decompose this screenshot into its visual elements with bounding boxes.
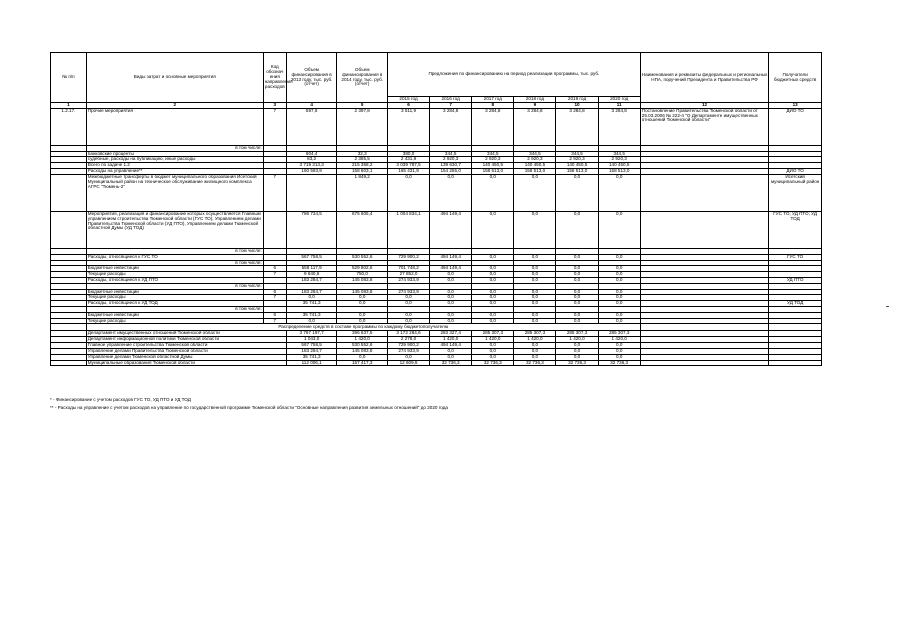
row-value: 0,0 bbox=[337, 295, 388, 301]
row-value: 0,0 bbox=[472, 277, 514, 283]
distribution-name: Муниципальные образования Тюменской области bbox=[86, 360, 286, 366]
row-value: 0,0 bbox=[472, 266, 514, 272]
row-value: 0,0 bbox=[514, 174, 556, 211]
distribution-value: 32 736,3 bbox=[472, 360, 514, 366]
column-number: 2 bbox=[86, 103, 263, 109]
row-code: 7 bbox=[263, 272, 286, 278]
column-number: 5 bbox=[337, 103, 388, 109]
row-number: 1.2.17. bbox=[51, 108, 87, 145]
distribution-value: 0,0 bbox=[514, 354, 556, 360]
row-value: 0,0 bbox=[598, 254, 640, 260]
row-value: 0,0 bbox=[514, 211, 556, 248]
row-value: 344,5 bbox=[472, 151, 514, 157]
row-value: 701 748,2 bbox=[387, 266, 429, 272]
distribution-value: 1 420,0 bbox=[514, 337, 556, 343]
row-value: 158 513,0 bbox=[556, 169, 598, 175]
header-2014: Объем финансирования в 2014 году, тыс. руб. (отчет) bbox=[337, 53, 388, 103]
row-value: 750,0 bbox=[337, 272, 388, 278]
distribution-value: 283 327,4 bbox=[430, 331, 472, 337]
distribution-value: 112 006,1 bbox=[286, 360, 337, 366]
row-value: 380,0 bbox=[387, 151, 429, 157]
column-number: 10 bbox=[556, 103, 598, 109]
row-code: 7 bbox=[263, 295, 286, 301]
row-name: Расходы, относящиеся к УД ТОД bbox=[86, 301, 263, 307]
row-name: Текущие расходы bbox=[86, 318, 263, 324]
header-year: 2016 год bbox=[430, 97, 472, 103]
row-value: 0,0 bbox=[430, 289, 472, 295]
row-value: 0,0 bbox=[598, 174, 640, 211]
row-value: 2 920,3 bbox=[514, 157, 556, 163]
distribution-value: 285 307,3 bbox=[472, 331, 514, 337]
distribution-value: 494 149,4 bbox=[430, 343, 472, 349]
distribution-value: 0,0 bbox=[556, 348, 598, 354]
row-code bbox=[263, 211, 286, 248]
distribution-value: 32 736,3 bbox=[514, 360, 556, 366]
column-number: 3 bbox=[263, 103, 286, 109]
distribution-name: Департамент имущественных отношений Тюменской области bbox=[86, 331, 286, 337]
row-value: 274 933,9 bbox=[387, 277, 429, 283]
row-value: 0,0 bbox=[472, 272, 514, 278]
row-value: 3 039 787,5 bbox=[387, 163, 429, 169]
row-value: 3 284,8 bbox=[430, 108, 472, 145]
distribution-name: Управление делами Тюменской областной Думы bbox=[86, 354, 286, 360]
row-code: 7 bbox=[263, 318, 286, 324]
distribution-value: 12 609,6 bbox=[387, 360, 429, 366]
row-value: 604,4 bbox=[286, 151, 337, 157]
row-value: 0,0 bbox=[556, 266, 598, 272]
row-name: Текущие расходы bbox=[86, 295, 263, 301]
row-value: 0,0 bbox=[430, 318, 472, 324]
header-year: 2019 год bbox=[556, 97, 598, 103]
row-value: 558 117,9 bbox=[286, 266, 337, 272]
column-number: 7 bbox=[430, 103, 472, 109]
row-value: 0,0 bbox=[514, 318, 556, 324]
distribution-value: 0,0 bbox=[514, 343, 556, 349]
distribution-value: 145 083,8 bbox=[337, 348, 388, 354]
row-name: Текущие расходы bbox=[86, 272, 263, 278]
row-name: Бюджетные инвестиции bbox=[86, 312, 263, 318]
row-value: 1 849,2 bbox=[337, 174, 388, 211]
row-value: 158 513,0 bbox=[472, 169, 514, 175]
row-value: 0,0 bbox=[430, 312, 472, 318]
row-value: 215 358,2 bbox=[337, 163, 388, 169]
row-name: в том числе: bbox=[86, 145, 263, 151]
row-value: 2 920,3 bbox=[430, 157, 472, 163]
row-value: 0,0 bbox=[430, 272, 472, 278]
row-value: 35 741,3 bbox=[286, 312, 337, 318]
financing-table bbox=[50, 52, 822, 366]
row-value: 0,0 bbox=[598, 312, 640, 318]
distribution-value: 32 736,3 bbox=[556, 360, 598, 366]
row-value: 0,0 bbox=[556, 277, 598, 283]
column-number: 12 bbox=[640, 103, 768, 109]
row-value: 2 365,5 bbox=[337, 157, 388, 163]
row-name: Бюджетные инвестиции bbox=[86, 266, 263, 272]
row-value: 3 511,9 bbox=[387, 108, 429, 145]
row-value: 0,0 bbox=[514, 301, 556, 307]
row-recipient: ГУС ТО bbox=[769, 254, 822, 260]
row-value: 494 149,4 bbox=[430, 211, 472, 248]
row-value: 729 900,2 bbox=[387, 254, 429, 260]
distribution-value: 3 767 197,7 bbox=[286, 331, 337, 337]
distribution-value: 285 307,3 bbox=[514, 331, 556, 337]
row-name: в том числе: bbox=[86, 248, 263, 254]
row-value: 140 450,5 bbox=[472, 163, 514, 169]
distribution-value: 285 307,3 bbox=[598, 331, 640, 337]
distribution-value: 35 741,3 bbox=[286, 354, 337, 360]
row-value: 0,0 bbox=[556, 272, 598, 278]
distribution-value: 183 284,7 bbox=[286, 348, 337, 354]
distribution-value: 0,0 bbox=[430, 354, 472, 360]
row-name: Прочие мероприятия bbox=[86, 108, 263, 145]
column-number: 9 bbox=[514, 103, 556, 109]
row-spacer bbox=[769, 360, 822, 366]
row-value: 0,0 bbox=[598, 272, 640, 278]
row-value: 2 920,3 bbox=[598, 157, 640, 163]
row-value: 35 741,3 bbox=[286, 301, 337, 307]
header-year: 2017 год bbox=[472, 97, 514, 103]
row-value: 0,0 bbox=[514, 272, 556, 278]
row-value: 2 397,8 bbox=[337, 108, 388, 145]
row-spacer bbox=[640, 324, 768, 331]
row-value: 0,0 bbox=[337, 312, 388, 318]
row-value: 0,0 bbox=[337, 318, 388, 324]
column-number: 4 bbox=[286, 103, 337, 109]
distribution-value: 32 736,3 bbox=[598, 360, 640, 366]
row-name: в том числе: bbox=[86, 260, 263, 266]
row-value: 0,0 bbox=[387, 318, 429, 324]
row-npa bbox=[640, 174, 768, 211]
row-value: 0,0 bbox=[598, 266, 640, 272]
distribution-value: 0,0 bbox=[430, 348, 472, 354]
row-value: 27 852,0 bbox=[387, 272, 429, 278]
row-value: 494 149,4 bbox=[430, 266, 472, 272]
distribution-value: 1 420,0 bbox=[472, 337, 514, 343]
row-value: 274 933,9 bbox=[387, 289, 429, 295]
distribution-value: 0,0 bbox=[598, 354, 640, 360]
column-number: 11 bbox=[598, 103, 640, 109]
header-num: № п/п bbox=[51, 53, 87, 103]
row-value: 0,0 bbox=[430, 174, 472, 211]
row-value: 165 431,9 bbox=[387, 169, 429, 175]
header-code: Код обознач ения направления расходов bbox=[263, 53, 286, 103]
footnotes bbox=[50, 396, 448, 412]
distribution-value: 0,0 bbox=[556, 354, 598, 360]
row-value: 0,0 bbox=[472, 174, 514, 211]
row-number bbox=[51, 211, 87, 248]
row-value: 0,0 bbox=[556, 312, 598, 318]
distribution-value: 729 900,2 bbox=[387, 343, 429, 349]
row-spacer bbox=[51, 324, 87, 331]
distribution-name: Главное управление строительства Тюменской области bbox=[86, 343, 286, 349]
row-value: 597,6 bbox=[286, 108, 337, 145]
row-spacer bbox=[640, 360, 768, 366]
row-value: 0,0 bbox=[556, 289, 598, 295]
column-number: 1 bbox=[51, 103, 87, 109]
distribution-value: 0,0 bbox=[337, 354, 388, 360]
row-value: 140 450,5 bbox=[514, 163, 556, 169]
row-recipient: ДИО ТО bbox=[769, 169, 822, 175]
row-value: 0,0 bbox=[337, 301, 388, 307]
distribution-value: 1 420,0 bbox=[598, 337, 640, 343]
row-value: 0,0 bbox=[598, 289, 640, 295]
row-value: 32,3 bbox=[337, 151, 388, 157]
row-code: 7 bbox=[263, 174, 286, 211]
row-value: 530 552,6 bbox=[337, 254, 388, 260]
footnote: ** - Расходы на управление с учетом расходов на управление по государственной программе Тюменской области "Основные направления развития земельных отношений" до 2020 года bbox=[50, 405, 448, 410]
row-value: 2 920,3 bbox=[556, 157, 598, 163]
row-recipient: ГУС ТО; УД ПТО; УД ТОД bbox=[769, 211, 822, 248]
row-value: 158 513,0 bbox=[598, 169, 640, 175]
distribution-value: 0,0 bbox=[598, 348, 640, 354]
header-proposals: Предложения по финансированию на период реализации программы, тыс. руб. bbox=[387, 53, 640, 97]
row-value: 158 603,1 bbox=[337, 169, 388, 175]
header-2013: Объем финансирования в 2013 году, тыс. руб. (отчет) bbox=[286, 53, 337, 103]
row-value: 158 513,0 bbox=[514, 169, 556, 175]
row-value: 0,0 bbox=[472, 295, 514, 301]
row-value: 0,0 bbox=[286, 318, 337, 324]
row-code: 6 bbox=[263, 312, 286, 318]
row-value: 0,0 bbox=[556, 211, 598, 248]
row-value: 0,0 bbox=[556, 301, 598, 307]
distribution-value: 1 420,0 bbox=[337, 337, 388, 343]
row-name: Всего по задаче 1.2 bbox=[86, 163, 263, 169]
row-value: 0,0 bbox=[387, 295, 429, 301]
row-value: 675 605,4 bbox=[337, 211, 388, 248]
header-npa: Наименования и реквизиты федеральных и региональных НПА, поручений Президента и Правительства РФ bbox=[640, 53, 768, 103]
row-value: 0,0 bbox=[556, 295, 598, 301]
header-name: Виды затрат и основные мероприятия bbox=[86, 53, 263, 103]
distribution-value: 0,0 bbox=[556, 343, 598, 349]
distribution-value: 1 420,0 bbox=[556, 337, 598, 343]
row-value: 140 450,5 bbox=[556, 163, 598, 169]
row-value: 0,0 bbox=[514, 254, 556, 260]
row-recipient: ДИО ТО bbox=[769, 108, 822, 145]
distribution-value: 32 736,3 bbox=[430, 360, 472, 366]
distribution-value: 1 420,0 bbox=[430, 337, 472, 343]
row-value: 344,5 bbox=[598, 151, 640, 157]
distribution-value: 3 172 284,6 bbox=[387, 331, 429, 337]
row-value: 0,0 bbox=[472, 211, 514, 248]
row-value: 145 083,8 bbox=[337, 289, 388, 295]
row-recipient: УД ТОД bbox=[769, 301, 822, 307]
distribution-value: 530 552,6 bbox=[337, 343, 388, 349]
row-value: 0,0 bbox=[514, 266, 556, 272]
row-name: Мероприятия, реализация и финансирование которых осуществляется Главным управлением строительства Тюменской области (ГУС ТО), Управлением делами Правительства Тюменской области (УД ПТО), Управлением делами Тюменской областной Думы (УД ТОД) bbox=[86, 211, 263, 248]
row-recipient: УД ПТО bbox=[769, 277, 822, 283]
table-row bbox=[51, 211, 822, 248]
distribution-value: 285 307,3 bbox=[556, 331, 598, 337]
row-value: 0,0 bbox=[472, 289, 514, 295]
row-value: 0,0 bbox=[556, 254, 598, 260]
row-spacer bbox=[769, 324, 822, 331]
row-name: в том числе: bbox=[86, 307, 263, 313]
table-row bbox=[51, 174, 822, 211]
row-value: 1 004 834,1 bbox=[387, 211, 429, 248]
row-value: 183 284,7 bbox=[286, 277, 337, 283]
distribution-value: 0,0 bbox=[514, 348, 556, 354]
distribution-value: 2 278,0 bbox=[387, 337, 429, 343]
row-value: 0,0 bbox=[472, 301, 514, 307]
row-value: 0,0 bbox=[472, 254, 514, 260]
row-value: 3 284,8 bbox=[556, 108, 598, 145]
header-year: 2020 год bbox=[598, 97, 640, 103]
distribution-row bbox=[51, 360, 822, 366]
row-value: 3 284,8 bbox=[472, 108, 514, 145]
row-value: 344,5 bbox=[430, 151, 472, 157]
row-spacer bbox=[51, 360, 87, 366]
row-value: 2 431,9 bbox=[387, 157, 429, 163]
header-recipients: Получатели бюджетных средств bbox=[769, 53, 822, 103]
distribution-value: 0,0 bbox=[387, 354, 429, 360]
row-value: 0,0 bbox=[472, 318, 514, 324]
distribution-value: 0,0 bbox=[472, 354, 514, 360]
column-number: 6 bbox=[387, 103, 429, 109]
row-name: в том числе: bbox=[86, 283, 263, 289]
row-value: 0,0 bbox=[514, 295, 556, 301]
row-value: 0,0 bbox=[514, 277, 556, 283]
column-number: 8 bbox=[472, 103, 514, 109]
footnote: * - Финансирование с учетом расходов ГУС ТО, УД ПТО и УД ТОД bbox=[50, 397, 191, 402]
row-value: 0,0 bbox=[286, 295, 337, 301]
header-year: 2018 год bbox=[514, 97, 556, 103]
scan-mark bbox=[886, 306, 889, 307]
row-value: 0,0 bbox=[514, 289, 556, 295]
distribution-title: Распределение средств в составе программы по каждому бюджетополучателю bbox=[86, 324, 640, 331]
row-code: 7 bbox=[263, 108, 286, 145]
distribution-name: Управление делами Правительства Тюменской области bbox=[86, 348, 286, 354]
distribution-value: 567 758,5 bbox=[286, 343, 337, 349]
table-row bbox=[51, 108, 822, 145]
row-npa: Постановление Правительства Тюменской области от 25.03.2006 № 222-п "О Департаменте имущественных отношений Тюменской области" bbox=[640, 108, 768, 145]
distribution-value: 274 933,9 bbox=[387, 348, 429, 354]
row-code: 6 bbox=[263, 289, 286, 295]
row-name: банковские проценты bbox=[86, 151, 263, 157]
row-value: 3 284,8 bbox=[514, 108, 556, 145]
row-value: 183 284,7 bbox=[286, 289, 337, 295]
row-name: Бюджетные инвестиции bbox=[86, 289, 263, 295]
row-value: 0,0 bbox=[430, 301, 472, 307]
row-name: Расходы на управление** bbox=[86, 169, 263, 175]
row-value: 0,0 bbox=[387, 312, 429, 318]
row-value: 0,0 bbox=[598, 295, 640, 301]
row-value: 0,0 bbox=[556, 318, 598, 324]
row-value: 140 450,5 bbox=[598, 163, 640, 169]
row-value: 344,5 bbox=[556, 151, 598, 157]
row-value: 3 719 313,3 bbox=[286, 163, 337, 169]
row-value: 567 758,5 bbox=[286, 254, 337, 260]
header-year: 2015 год bbox=[387, 97, 429, 103]
row-value: 3 284,8 bbox=[598, 108, 640, 145]
row-value: 0,0 bbox=[556, 174, 598, 211]
row-value bbox=[286, 174, 337, 211]
row-value: 83,2 bbox=[286, 157, 337, 163]
row-number bbox=[51, 174, 87, 211]
row-value: 494 149,4 bbox=[430, 254, 472, 260]
row-value: 0,0 bbox=[430, 295, 472, 301]
row-name: судебные, расходы на публикацию, иные расходы bbox=[86, 157, 263, 163]
row-value: 0,0 bbox=[598, 277, 640, 283]
distribution-name: Департамент информационной политики Тюменской области bbox=[86, 337, 286, 343]
row-code: 6 bbox=[263, 266, 286, 272]
row-npa bbox=[640, 211, 768, 248]
row-value: 0,0 bbox=[514, 312, 556, 318]
row-value: 145 083,8 bbox=[337, 277, 388, 283]
row-value: 0,0 bbox=[598, 211, 640, 248]
distribution-value: 0,0 bbox=[472, 343, 514, 349]
row-value: 0,0 bbox=[472, 312, 514, 318]
row-value: 160 593,9 bbox=[286, 169, 337, 175]
row-value: 139 630,7 bbox=[430, 163, 472, 169]
distribution-value: 0,0 bbox=[598, 343, 640, 349]
row-value: 0,0 bbox=[430, 277, 472, 283]
row-recipient: Исетский муниципальный район bbox=[769, 174, 822, 211]
column-number: 13 bbox=[769, 103, 822, 109]
row-value: 2 920,3 bbox=[472, 157, 514, 163]
distribution-value: 396 637,5 bbox=[337, 331, 388, 337]
row-name: Расходы, относящиеся к УД ПТО bbox=[86, 277, 263, 283]
row-value: 344,5 bbox=[514, 151, 556, 157]
row-value: 0,0 bbox=[598, 301, 640, 307]
distribution-value: 1 043,0 bbox=[286, 337, 337, 343]
row-value: 154 255,0 bbox=[430, 169, 472, 175]
row-value: 786 734,5 bbox=[286, 211, 337, 248]
row-value: 9 640,6 bbox=[286, 272, 337, 278]
row-value: 0,0 bbox=[387, 301, 429, 307]
row-value: 0,0 bbox=[598, 318, 640, 324]
row-name: Расходы, относящиеся к ГУС ТО bbox=[86, 254, 263, 260]
row-value: 0,0 bbox=[387, 174, 429, 211]
distribution-value: 157 417,3 bbox=[337, 360, 388, 366]
row-value: 529 802,6 bbox=[337, 266, 388, 272]
distribution-value: 0,0 bbox=[472, 348, 514, 354]
row-name: Межбюджетные трансферты в бюджет муниципального образования Исетский Муниципальный район на техническое обслуживание жилищного комплекса АГРС "Тюмень-2" bbox=[86, 174, 263, 211]
